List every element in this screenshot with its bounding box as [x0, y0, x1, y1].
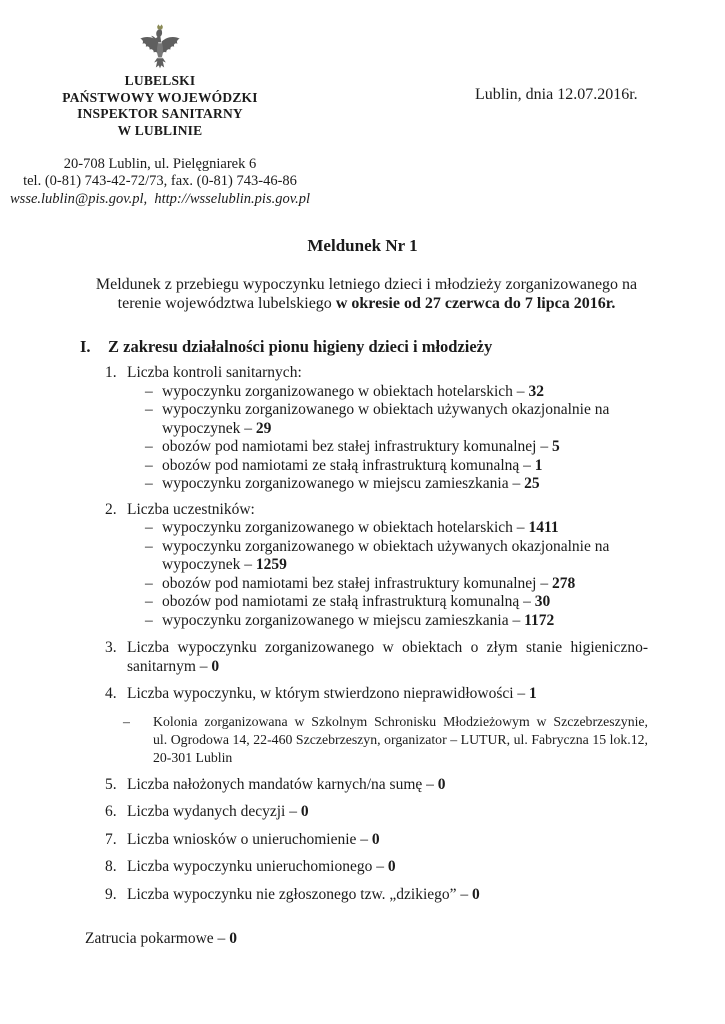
- bullet-item: – obozów pod namiotami ze stałą infrastrukturą komunalną – 1: [145, 456, 543, 474]
- dash-icon: –: [145, 401, 153, 419]
- item-label: Liczba uczestników:: [127, 500, 255, 518]
- polish-eagle-emblem-icon: [139, 24, 181, 70]
- document-title: Meldunek Nr 1: [307, 236, 418, 256]
- contact-block: [0, 156, 320, 208]
- bullet-item: – wypoczynku zorganizowanego w obiektach hotelarskich – 32: [145, 382, 544, 400]
- bullet-value: 30: [534, 593, 551, 611]
- bullet-item: – wypoczynku zorganizowanego w obiektach hotelarskich – 1411: [145, 519, 559, 537]
- bullet-value: 1411: [528, 519, 559, 537]
- note-line-3: 20-301 Lublin: [153, 749, 233, 765]
- bullet-item: – wypoczynku zorganizowanego w miejscu zamieszkania – 25: [145, 475, 540, 493]
- bullet-value: 278: [552, 574, 576, 592]
- dash-icon: –: [145, 382, 153, 400]
- bullet-item: – obozów pod namiotami ze stałą infrastrukturą komunalną – 30: [145, 593, 551, 611]
- item-label: Liczba wypoczynku unieruchomionego – 0: [127, 858, 396, 876]
- item-number: 9.: [105, 885, 117, 903]
- list-item: [85, 803, 648, 822]
- bullet-item: – wypoczynku zorganizowanego w miejscu zamieszkania – 1172: [145, 611, 555, 629]
- item-number: 4.: [105, 685, 117, 703]
- item-number: 7.: [105, 830, 117, 848]
- list-item: [85, 501, 648, 520]
- item-label: Liczba wniosków o unieruchomienie – 0: [127, 830, 380, 848]
- item-number: 6.: [105, 803, 117, 821]
- item-label: Liczba wypoczynku, w którym stwierdzono nieprawidłowości – 1: [127, 685, 537, 703]
- bullet-value: 29: [255, 419, 272, 437]
- food-poisoning-line: Zatrucia pokarmowe – 0: [85, 930, 237, 948]
- section-heading-label: Z zakresu działalności pionu higieny dzieci i młodzieży: [108, 337, 493, 357]
- bullet-value: 1: [534, 456, 543, 474]
- footer-value: 0: [229, 930, 237, 948]
- dash-icon: –: [145, 574, 153, 592]
- item-number: 2.: [105, 500, 117, 518]
- section-numeral: I.: [80, 337, 91, 357]
- bullet-value: 1259: [255, 556, 287, 574]
- list-item: [85, 685, 648, 704]
- dash-icon: –: [145, 537, 153, 555]
- item-label: Liczba kontroli sanitarnych:: [127, 364, 302, 382]
- item-value: 0: [300, 803, 309, 821]
- bullet-item: – obozów pod namiotami bez stałej infrastruktury komunalnej – 278: [145, 574, 576, 592]
- dash-icon: –: [145, 456, 153, 474]
- bullet-value: 5: [552, 438, 560, 456]
- item-number: 1.: [105, 364, 117, 382]
- item-value: 1: [529, 685, 537, 703]
- item-number: 5.: [105, 775, 117, 793]
- dash-icon: –: [145, 475, 153, 493]
- org-name-line-1: LUBELSKI: [124, 73, 196, 88]
- list-item: [85, 364, 648, 383]
- bullet-value: 1172: [524, 611, 555, 629]
- document-body: [80, 276, 648, 948]
- item-value: 0: [472, 885, 480, 903]
- item-value: 0: [211, 657, 220, 675]
- dash-icon: –: [145, 438, 153, 456]
- list-item: [85, 831, 648, 850]
- org-name-line-4: W LUBLINIE: [117, 122, 203, 138]
- dash-icon: –: [145, 593, 153, 611]
- list-item: [85, 776, 648, 795]
- item-label: Liczba wypoczynku nie zgłoszonego tzw. „dzikiego” – 0: [127, 885, 480, 903]
- item-number: 3.: [105, 639, 117, 657]
- contact-phone: tel. (0-81) 743-42-72/73, fax. (0-81) 743-46-86: [23, 173, 297, 190]
- item-number: 8.: [105, 858, 117, 876]
- list-item: [85, 886, 648, 905]
- dash-icon: –: [145, 519, 153, 537]
- bullet-item: – wypoczynku zorganizowanego w obiektach używanych okazjonalnie na wypoczynek – 29: [145, 401, 610, 437]
- intro-line-1: Meldunek z przebiegu wypoczynku letniego dzieci i młodzieży zorganizowanego na: [95, 276, 638, 294]
- list-item: [85, 639, 648, 676]
- item-value: 0: [371, 830, 380, 848]
- bullet-item: – wypoczynku zorganizowanego w obiektach używanych okazjonalnie na wypoczynek – 1259: [145, 537, 610, 574]
- contact-web: wsse.lublin@pis.gov.pl, http://wsselublin.pis.gov.pl: [10, 190, 310, 207]
- date-line: Lublin, dnia 12.07.2016r.: [475, 86, 638, 103]
- section-heading: [80, 337, 648, 357]
- org-name-line-3: INSPEKTOR SANITARNY: [77, 106, 243, 121]
- list-item: [85, 858, 648, 877]
- item-label: Liczba wydanych decyzji – 0: [127, 803, 309, 821]
- item-label: Liczba wypoczynku zorganizowanego w obiektach o złym stanie higieniczno- sanitarnym – 0: [127, 639, 648, 675]
- item-value: 0: [437, 775, 446, 793]
- note-line-1: Kolonia zorganizowana w Szkolnym Schronisku Młodzieżowym w Szczebrzeszynie,: [153, 713, 648, 729]
- bullet-list: [85, 383, 648, 494]
- item-label: Liczba nałożonych mandatów karnych/na sumę – 0: [127, 775, 446, 793]
- bullet-list: [85, 519, 648, 630]
- contact-address: 20-708 Lublin, ul. Pielęgniarek 6: [63, 156, 257, 172]
- bullet-value: 32: [528, 382, 544, 400]
- dash-icon: –: [145, 611, 153, 629]
- intro-line-2: terenie województwa lubelskiego w okresie od 27 czerwca do 7 lipca 2016r.: [117, 294, 616, 312]
- intro-paragraph: [93, 276, 641, 313]
- bullet-item: – obozów pod namiotami bez stałej infrastruktury komunalnej – 5: [145, 438, 560, 456]
- item-value: 0: [387, 858, 396, 876]
- letterhead: [0, 0, 320, 139]
- dash-icon: –: [123, 713, 130, 729]
- bullet-value: 25: [524, 475, 540, 493]
- nonconformity-note: [85, 713, 648, 767]
- org-name-line-2: PAŃSTWOWY WOJEWÓDZKI: [62, 89, 258, 105]
- note-line-2: ul. Ogrodowa 14, 22-460 Szczebrzeszyn, organizator – LUTUR, ul. Fabryczna 15 lok.12,: [153, 731, 648, 747]
